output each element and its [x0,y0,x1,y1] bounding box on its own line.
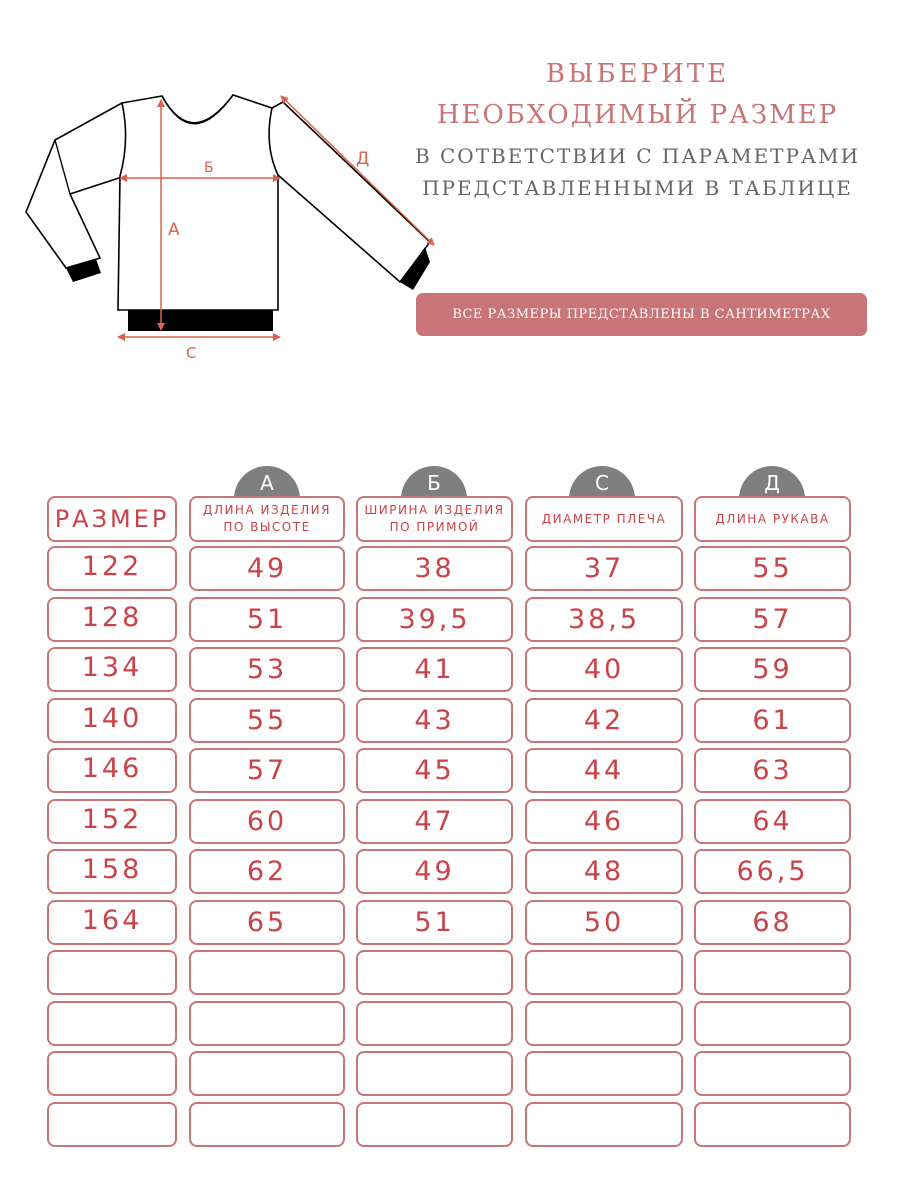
cell-b-row-6: 47 [356,799,513,844]
cell-size-row-4: 140 [47,698,177,743]
header-b-line-2: ПО ПРИМОЙ [389,520,480,534]
cell-a-row-3: 53 [189,647,345,692]
cell-a-row-8: 65 [189,900,345,945]
column-badge-4: Д [739,466,805,532]
cell-b-row-8: 51 [356,900,513,945]
cell-size-row-3: 134 [47,647,177,692]
cell-size-row-10 [47,1001,177,1046]
cell-a-row-12 [189,1102,345,1147]
cell-size-row-11 [47,1051,177,1096]
cell-b-row-10 [356,1001,513,1046]
label-d: Д [356,149,370,169]
cell-c-row-9 [525,950,683,995]
cell-d-row-7: 66,5 [694,849,851,894]
cell-c-row-12 [525,1102,683,1147]
cell-c-row-5: 44 [525,748,683,793]
units-note: ВСЕ РАЗМЕРЫ ПРЕДСТАВЛЕНЫ В САНТИМЕТРАХ [416,293,867,336]
cell-d-row-2: 57 [694,597,851,642]
cell-d-row-3: 59 [694,647,851,692]
cell-d-row-8: 68 [694,900,851,945]
column-badge-3: С [569,466,635,532]
cell-c-row-7: 48 [525,849,683,894]
label-b: Б [204,160,214,176]
cell-b-row-12 [356,1102,513,1147]
cell-c-row-1: 37 [525,546,683,591]
cell-size-row-12 [47,1102,177,1147]
cell-a-row-2: 51 [189,597,345,642]
cell-d-row-4: 61 [694,698,851,743]
header-size: РАЗМЕР [47,496,177,542]
cell-c-row-8: 50 [525,900,683,945]
subtitle-parameters: В СОТВЕТСТВИИ С ПАРАМЕТРАМИ [414,144,861,168]
label-a: А [168,220,180,240]
cell-a-row-9 [189,950,345,995]
cell-size-row-9 [47,950,177,995]
cell-a-row-10 [189,1001,345,1046]
cell-a-row-7: 62 [189,849,345,894]
cell-b-row-9 [356,950,513,995]
cell-d-row-6: 64 [694,799,851,844]
title-required-size: НЕОБХОДИМЫЙ РАЗМЕР [436,100,839,130]
cell-c-row-6: 46 [525,799,683,844]
cell-b-row-1: 38 [356,546,513,591]
cell-d-row-11 [694,1051,851,1096]
cell-a-row-5: 57 [189,748,345,793]
cell-size-row-1: 122 [47,546,177,591]
cell-c-row-4: 42 [525,698,683,743]
cell-a-row-11 [189,1051,345,1096]
header-a-line-2: ПО ВЫСОТЕ [223,520,311,534]
cell-d-row-1: 55 [694,546,851,591]
cell-size-row-8: 164 [47,900,177,945]
cell-b-row-4: 43 [356,698,513,743]
cell-d-row-12 [694,1102,851,1147]
cell-c-row-2: 38,5 [525,597,683,642]
subtitle-table: ПРЕДСТАВЛЕННЫМИ В ТАБЛИЦЕ [422,176,853,200]
header-c: ДИАМЕТР ПЛЕЧА [525,496,683,542]
header-a [189,496,345,542]
cell-d-row-10 [694,1001,851,1046]
cell-b-row-11 [356,1051,513,1096]
cell-b-row-3: 41 [356,647,513,692]
cell-d-row-5: 63 [694,748,851,793]
column-badge-2: Б [401,466,467,532]
cell-c-row-10 [525,1001,683,1046]
cell-c-row-11 [525,1051,683,1096]
cell-b-row-7: 49 [356,849,513,894]
cell-a-row-4: 55 [189,698,345,743]
label-c: С [186,344,197,362]
header-b-line-1: ШИРИНА ИЗДЕЛИЯ [364,503,505,517]
cell-a-row-1: 49 [189,546,345,591]
cell-a-row-6: 60 [189,799,345,844]
cell-b-row-2: 39,5 [356,597,513,642]
cell-size-row-5: 146 [47,748,177,793]
cell-size-row-2: 128 [47,597,177,642]
cell-size-row-6: 152 [47,799,177,844]
column-badge-1: А [234,466,300,532]
header-b [356,496,513,542]
cell-size-row-7: 158 [47,849,177,894]
cell-b-row-5: 45 [356,748,513,793]
cell-d-row-9 [694,950,851,995]
header-a-line-1: ДЛИНА ИЗДЕЛИЯ [203,503,331,517]
header-d: ДЛИНА РУКАВА [694,496,851,542]
title-choose: ВЫБЕРИТЕ [545,59,730,89]
cell-c-row-3: 40 [525,647,683,692]
